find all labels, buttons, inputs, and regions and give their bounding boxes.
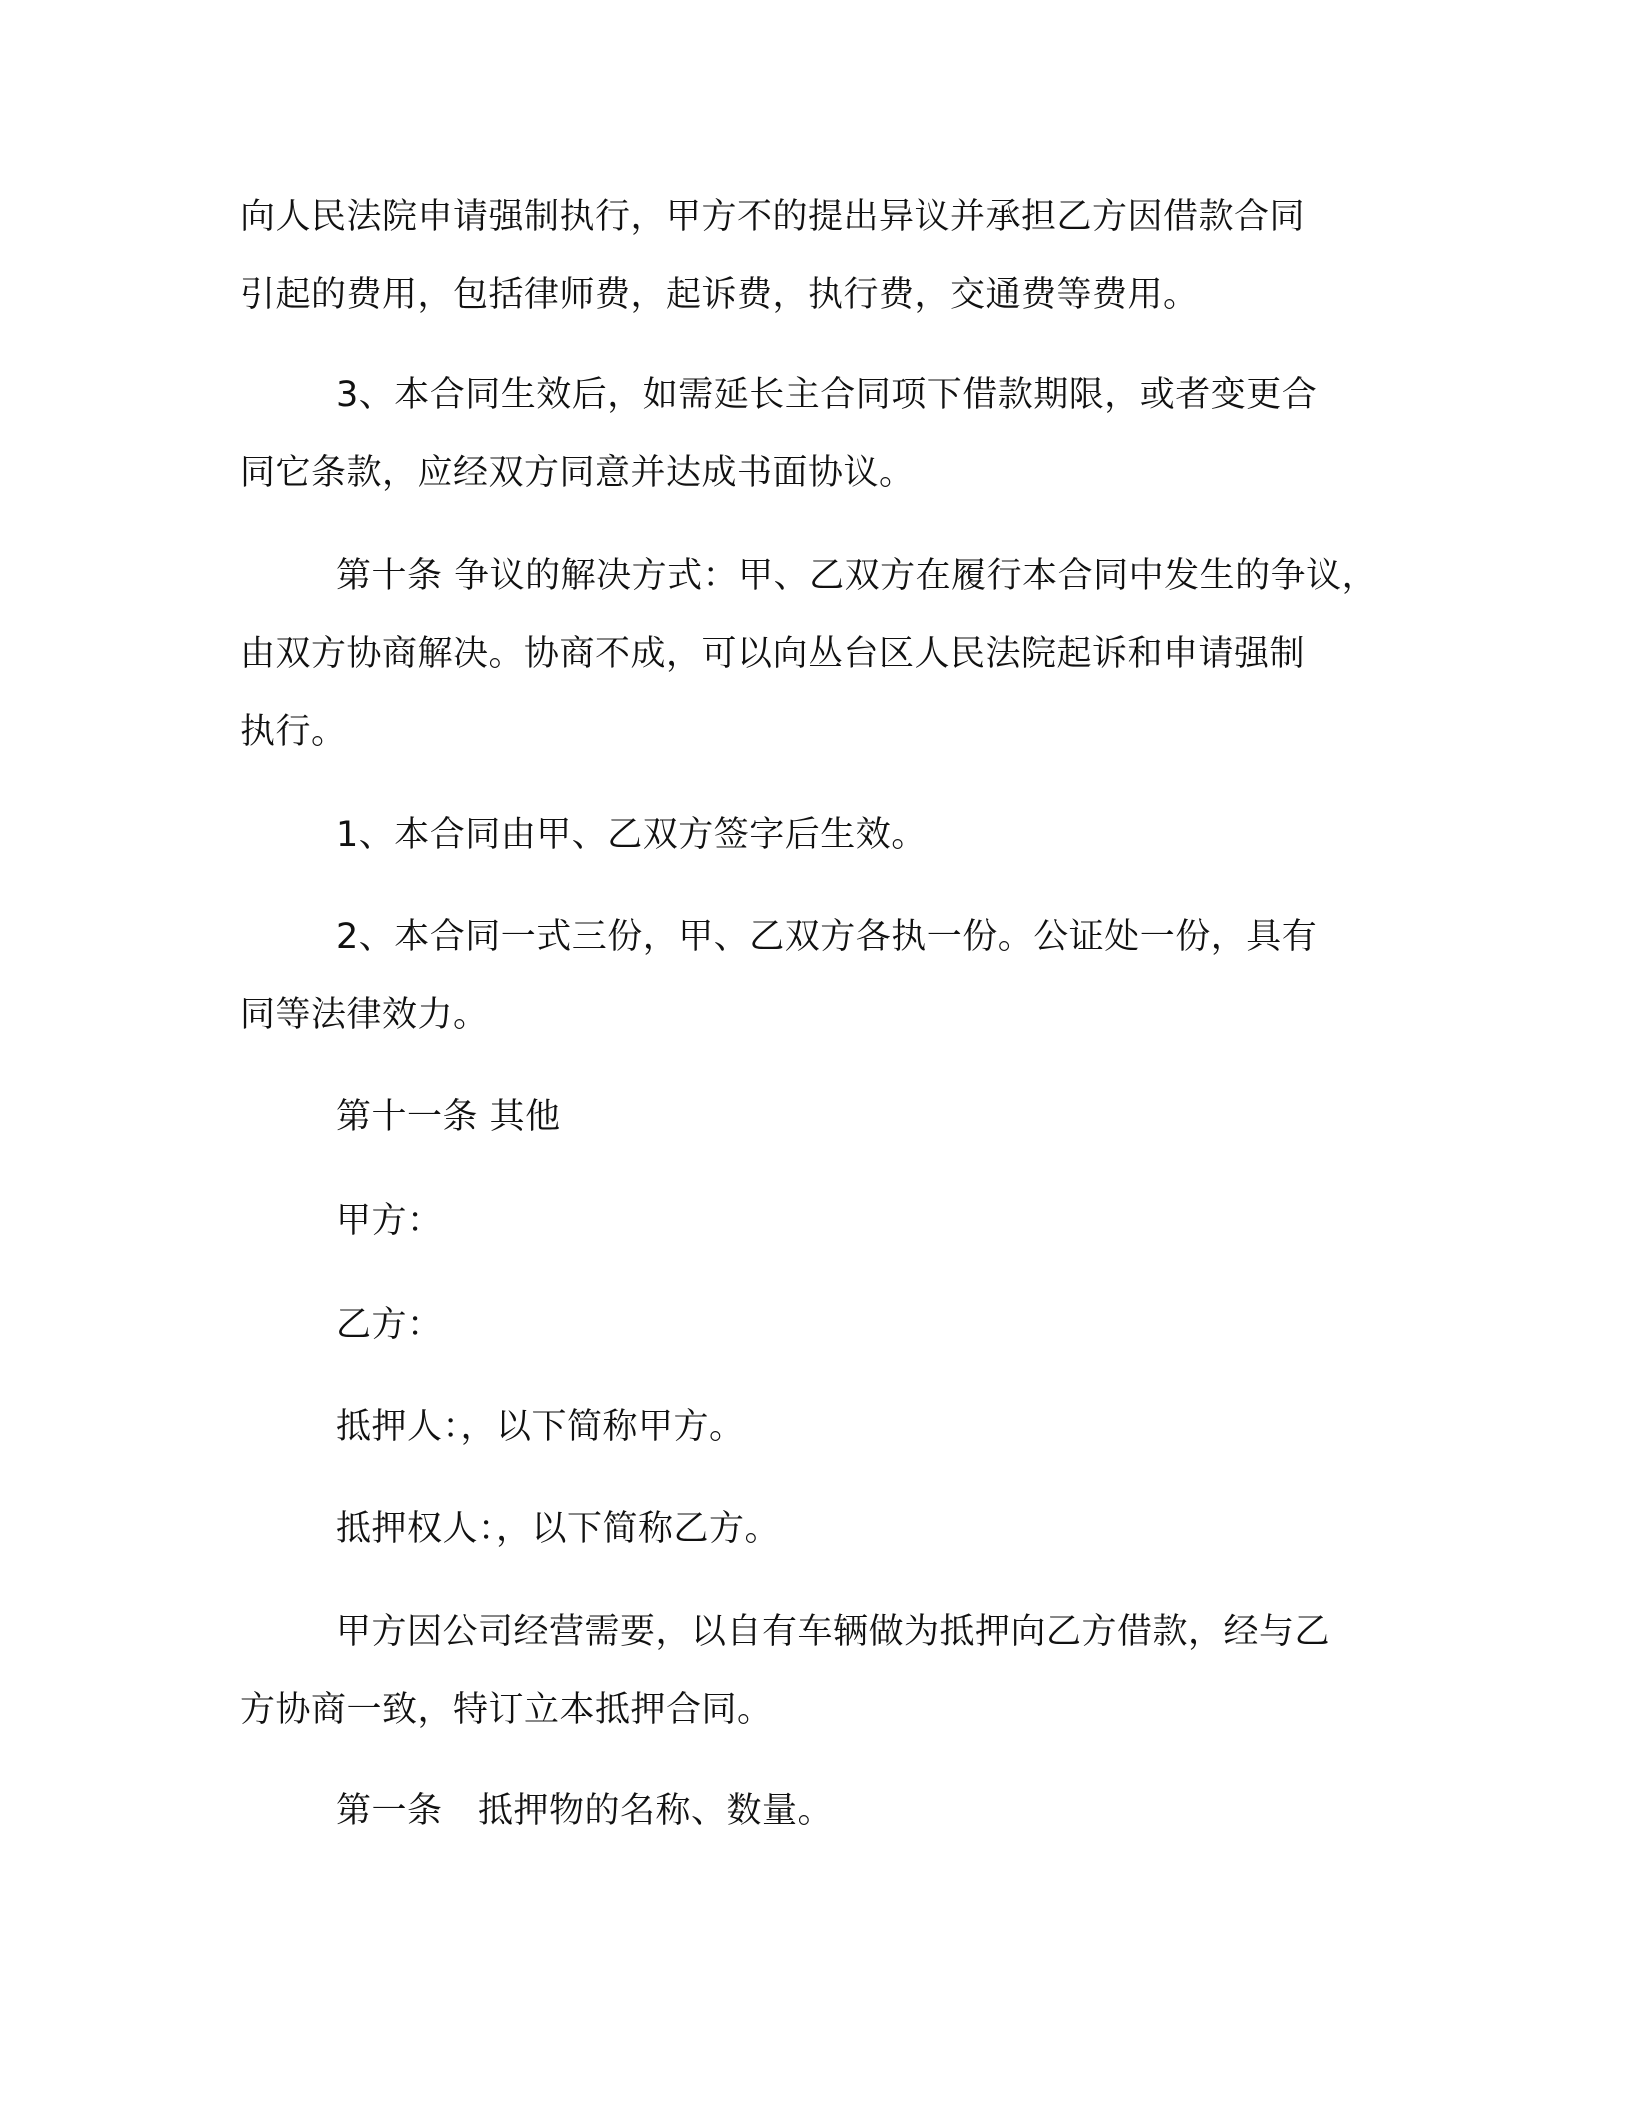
text-line: 执行。	[240, 712, 347, 752]
paragraph-clause-3	[240, 356, 1420, 512]
text-line: 第十条 争议的解决方式：甲、乙双方在履行本合同中发生的争议，	[336, 556, 1378, 596]
text-line: 2、本合同一式三份，甲、乙双方各执一份。公证处一份，具有	[336, 917, 1318, 957]
paragraph-mortgagee	[240, 1490, 1420, 1568]
text-line: 3、本合同生效后，如需延长主合同项下借款期限，或者变更合	[336, 375, 1318, 415]
text-line: 甲方：	[336, 1201, 443, 1241]
text-line: 抵押权人：，以下简称乙方。	[336, 1509, 781, 1549]
text-line: 同等法律效力。	[240, 995, 489, 1035]
text-line: 同它条款，应经双方同意并达成书面协议。	[240, 453, 915, 493]
text-line: 方协商一致，特订立本抵押合同。	[240, 1690, 773, 1730]
paragraph-effective-clause	[240, 796, 1420, 874]
paragraph-party-b	[240, 1286, 1420, 1364]
paragraph-article-11	[240, 1078, 1420, 1156]
paragraph-copies-clause	[240, 898, 1420, 1054]
text-line: 第一条 抵押物的名称、数量。	[336, 1791, 834, 1831]
text-line: 抵押人：，以下简称甲方。	[336, 1407, 745, 1447]
text-line: 由双方协商解决。协商不成，可以向丛台区人民法院起诉和申请强制	[240, 634, 1306, 674]
text-line: 向人民法院申请强制执行，甲方不的提出异议并承担乙方因借款合同	[240, 197, 1306, 237]
paragraph-continuation	[240, 178, 1420, 334]
text-line: 甲方因公司经营需要，以自有车辆做为抵押向乙方借款，经与乙	[336, 1612, 1331, 1652]
paragraph-article-1	[240, 1772, 1420, 1850]
paragraph-party-a	[240, 1182, 1420, 1260]
paragraph-preamble	[240, 1593, 1420, 1749]
text-line: 引起的费用，包括律师费，起诉费，执行费，交通费等费用。	[240, 275, 1199, 315]
text-line: 第十一条 其他	[336, 1097, 561, 1137]
text-line: 1、本合同由甲、乙双方签字后生效。	[336, 815, 927, 855]
text-line: 乙方：	[336, 1305, 443, 1345]
paragraph-article-10	[240, 537, 1420, 771]
paragraph-mortgagor	[240, 1388, 1420, 1466]
